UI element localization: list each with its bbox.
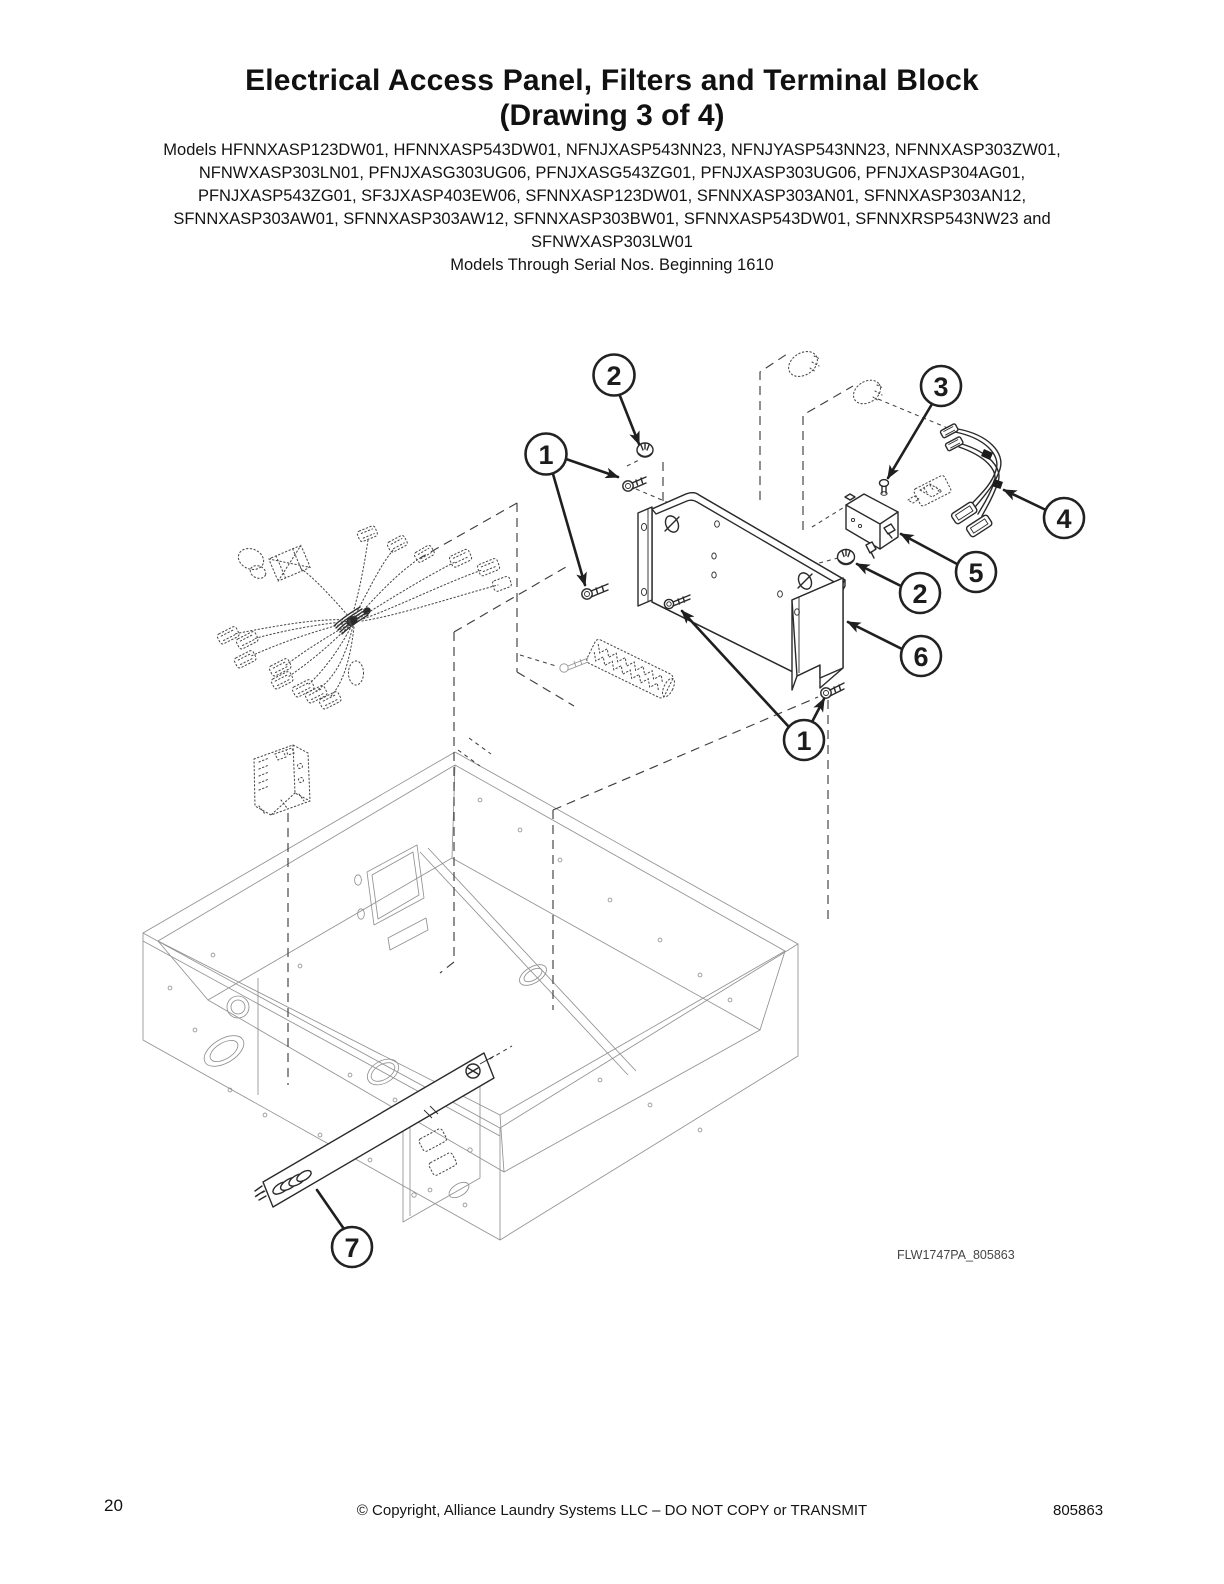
terminal-block xyxy=(560,638,678,701)
screw-1c xyxy=(821,683,844,698)
phantom-grommet-icon xyxy=(849,375,885,408)
serial-note: Models Through Serial Nos. Beginning 1610 xyxy=(450,256,774,274)
model-list-line: Models HFNNXASP123DW01, HFNNXASP543DW01, NFNJXASP543NN23, NFNJYASP543NN23, NFNNXASP303ZW01, xyxy=(163,141,1061,159)
callout-2a-label: 2 xyxy=(606,361,622,391)
document-number: 805863 xyxy=(1053,1502,1104,1519)
harness-terminals xyxy=(216,626,342,710)
drawing-code: FLW1747PA_805863 xyxy=(897,1248,1015,1262)
contactor-phantom xyxy=(254,745,310,815)
cabinet-base-frame xyxy=(143,752,798,1240)
terminal-block-screw xyxy=(560,658,588,672)
page-title-line1: Electrical Access Panel, Filters and Terminal Block xyxy=(245,64,979,97)
phantom-reference-lines xyxy=(255,346,952,1197)
screw-1a xyxy=(623,477,646,491)
page-title-line2: (Drawing 3 of 4) xyxy=(499,99,725,132)
callout-1b-label: 1 xyxy=(796,726,812,756)
harness-connector-block xyxy=(269,545,311,581)
phantom-grommet-icon xyxy=(784,346,822,381)
model-list-line: SFNWXASP303LW01 xyxy=(530,233,693,251)
callout-2b-label: 2 xyxy=(912,579,928,609)
callout-7-label: 7 xyxy=(344,1233,360,1263)
callout-6-label: 6 xyxy=(913,642,929,672)
jumper-wire-assembly xyxy=(940,423,1003,538)
model-list-line: NFNWXASP303LN01, PFNJXASG303UG06, PFNJXASG543ZG01, PFNJXASP303UG06, PFNJXASP304AG01, xyxy=(198,164,1026,182)
page-number: 20 xyxy=(104,1496,123,1515)
model-list-line: PFNJXASP543ZG01, SF3JXASP403EW06, SFNNXASP123DW01, SFNNXASP303AN01, SFNNXASP303AN12, xyxy=(197,187,1027,205)
callout-1a-label: 1 xyxy=(538,440,554,470)
callout-5-label: 5 xyxy=(968,558,984,588)
model-list-line: SFNNXASP303AW01, SFNNXASP303AW12, SFNNXASP303BW01, SFNNXASP543DW01, SFNNXRSP543NW23 and xyxy=(173,210,1051,228)
callout-4-label: 4 xyxy=(1056,504,1072,534)
emi-filter xyxy=(845,494,898,558)
phantom-filter xyxy=(908,475,952,507)
electrical-access-panel xyxy=(638,493,845,690)
wire-harness xyxy=(216,525,512,710)
callout-3-label: 3 xyxy=(933,372,949,402)
screw-1b xyxy=(582,584,608,599)
nut-2b xyxy=(838,550,855,565)
copyright-notice: © Copyright, Alliance Laundry Systems LLC – DO NOT COPY or TRANSMIT xyxy=(356,1502,868,1519)
screw-3 xyxy=(880,480,889,496)
harness-terminals-upper xyxy=(356,525,512,592)
